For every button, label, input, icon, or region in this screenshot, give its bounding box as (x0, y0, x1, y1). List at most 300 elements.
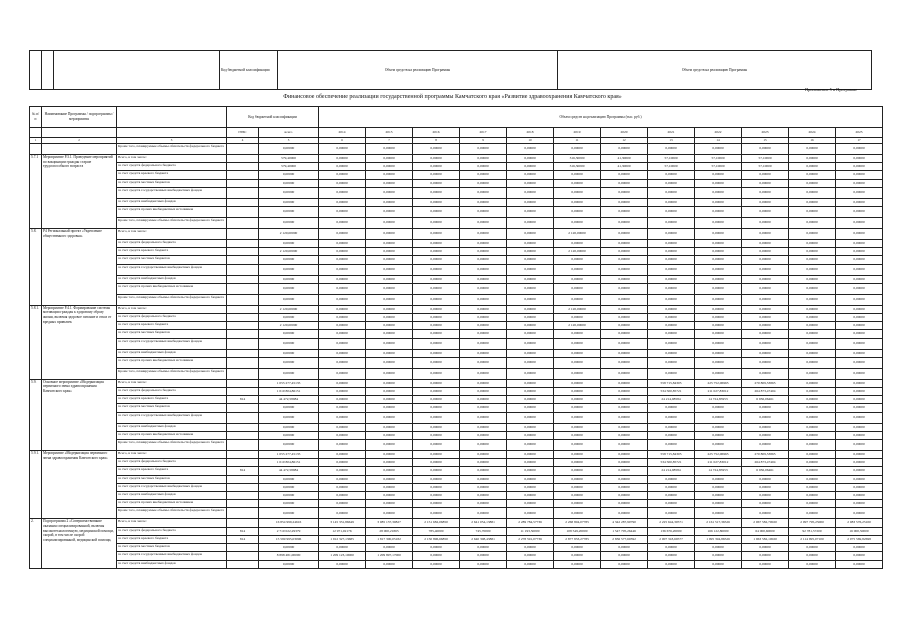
total-value: 0,00000 (259, 144, 319, 155)
year-value: 0,00000 (366, 368, 413, 379)
grbs-code (227, 423, 259, 431)
year-value: 0,00000 (554, 368, 601, 379)
table-row (30, 535, 883, 543)
grbs-code (227, 314, 259, 322)
year-value: 316,30000 (554, 163, 601, 171)
year-value: 2 150 896,66850 (413, 535, 460, 543)
total-value: 0,00000 (259, 500, 319, 508)
year-value: 0,00000 (460, 560, 507, 568)
year-value: 0,00000 (413, 187, 460, 198)
year-value: 0,00000 (554, 388, 601, 396)
year-value: 57,10000 (742, 163, 789, 171)
year-value: 0,00000 (413, 404, 460, 412)
item-name: Мероприятие Р.3.1. Проведение мероприятий по вакцинации граждан старше трудоспособного возраста (42, 155, 117, 229)
year-value: 0,00000 (789, 388, 836, 396)
year-value: 0,00000 (413, 500, 460, 508)
year-value: 211 027,83012 (695, 459, 742, 467)
column-index: 14 (695, 138, 742, 144)
year-value: 0,00000 (413, 508, 460, 519)
grbs-code (227, 264, 259, 275)
funding-source-label: Кроме того, планируемые объемы обязательств федерального бюджета (117, 144, 227, 155)
funding-source-label: Всего, в том числе: (117, 229, 227, 240)
year-value: 0,00000 (695, 431, 742, 439)
year-value: 0,00000 (460, 451, 507, 459)
year-value: 0,00000 (836, 248, 883, 256)
year-value: 0,00000 (413, 322, 460, 330)
year-value: 0,00000 (742, 322, 789, 330)
year-value: 0,00000 (554, 440, 601, 451)
year-value: 0,00000 (789, 368, 836, 379)
year-value: 0,00000 (507, 322, 554, 330)
year-value: 225 752,06965 (695, 451, 742, 459)
year-value: 0,00000 (460, 207, 507, 218)
year-value: 0,00000 (836, 305, 883, 313)
year-value: 0,00000 (554, 264, 601, 275)
year-value: 0,00000 (319, 240, 366, 248)
total-value: 0,00000 (259, 431, 319, 439)
year-value: 1 547 705,26446 (601, 527, 648, 535)
year-value: 0,00000 (695, 412, 742, 423)
year-value: 0,00000 (460, 544, 507, 552)
year-value: 0,00000 (742, 144, 789, 155)
year-value: 0,00000 (366, 388, 413, 396)
year-value: 0,00000 (413, 412, 460, 423)
year-value: 0,00000 (413, 349, 460, 357)
year-value: 0,00000 (648, 492, 695, 500)
header-cell (30, 51, 42, 90)
year-value: 0,00000 (460, 218, 507, 229)
year-value: 0,00000 (413, 256, 460, 264)
year-value: 0,00000 (836, 187, 883, 198)
year-value: 0,00000 (742, 357, 789, 368)
year-value: 0,00000 (695, 357, 742, 368)
year-value: 0,00000 (789, 294, 836, 305)
year-value: 14 724,85953 (695, 396, 742, 404)
table-subheader-row (30, 128, 883, 138)
year-value: 0,00000 (789, 229, 836, 240)
year-value: 0,00000 (601, 368, 648, 379)
table-row (30, 527, 883, 535)
year-value: 0,00000 (319, 500, 366, 508)
col-header-year: 2018 (507, 128, 554, 138)
year-value: 0,00000 (554, 179, 601, 187)
grbs-code (227, 305, 259, 313)
table-row (30, 207, 883, 218)
year-value: 3 085 137,30827 (366, 519, 413, 527)
year-value: 0,00000 (366, 467, 413, 475)
year-value: 0,00000 (695, 544, 742, 552)
year-value: 0,00000 (413, 396, 460, 404)
year-value: 0,00000 (789, 305, 836, 313)
column-index: 8 (413, 138, 460, 144)
year-value: 0,00000 (554, 467, 601, 475)
year-value: 0,00000 (601, 349, 648, 357)
year-value: 558 715,84305 (648, 451, 695, 459)
funding-source-label: за счет средств внебюджетных фондов (117, 275, 227, 283)
year-value: 0,00000 (601, 240, 648, 248)
year-value: 0,00000 (742, 544, 789, 552)
year-value: 0,00000 (789, 467, 836, 475)
year-value: 0,00000 (460, 198, 507, 206)
year-value: 0,00000 (366, 179, 413, 187)
year-value: 0,00000 (366, 404, 413, 412)
year-value: 0,00000 (319, 379, 366, 387)
year-value: 0,00000 (601, 431, 648, 439)
total-value: 0,00000 (259, 207, 319, 218)
funding-source-label: за счет средств прочих внебюджетных источников (117, 500, 227, 508)
year-value: 0,00000 (742, 264, 789, 275)
item-name: Р4 Региональный проект «Укрепление общественного здоровья» (42, 229, 117, 306)
column-index: 13 (648, 138, 695, 144)
total-value: 0,00000 (259, 412, 319, 423)
year-value: 0,00000 (836, 163, 883, 171)
year-value: 0,00000 (366, 144, 413, 155)
year-value: 0,00000 (507, 155, 554, 163)
year-value: 0,00000 (742, 198, 789, 206)
year-value: 0,00000 (413, 179, 460, 187)
year-value: 0,00000 (789, 508, 836, 519)
year-value: 0,00000 (601, 423, 648, 431)
year-value: 0,00000 (366, 187, 413, 198)
col-header-volume: Объем средств на реализацию Программы (тыс. руб.) (319, 107, 883, 128)
year-value: 0,00000 (366, 314, 413, 322)
year-value: 0,00000 (366, 379, 413, 387)
year-value: 0,00000 (836, 264, 883, 275)
year-value: 0,00000 (648, 275, 695, 283)
year-value: 0,00000 (648, 349, 695, 357)
grbs-code (227, 155, 259, 163)
funding-source-label: за счет средств краевого бюджета (117, 322, 227, 330)
grbs-code (227, 330, 259, 338)
table-row (30, 330, 883, 338)
year-value: 4 342 287,90790 (601, 519, 648, 527)
year-value: 0,00000 (319, 357, 366, 368)
year-value: 0,00000 (460, 349, 507, 357)
year-value: 1 963 582,10020 (742, 535, 789, 543)
year-value: 0,00000 (554, 314, 601, 322)
year-value: 0,00000 (366, 294, 413, 305)
year-value: 0,00000 (742, 423, 789, 431)
year-value: 0,00000 (836, 349, 883, 357)
grbs-code (227, 560, 259, 568)
year-value: 0,00000 (413, 475, 460, 483)
year-value: 0,00000 (460, 459, 507, 467)
year-value: 0,00000 (789, 349, 836, 357)
year-value: 0,00000 (789, 544, 836, 552)
year-value: 0,00000 (366, 483, 413, 491)
year-value: 0,00000 (789, 283, 836, 294)
table-row (30, 171, 883, 179)
table-row (30, 294, 883, 305)
funding-source-label: за счет средств государственных внебюджетных фондов (117, 552, 227, 560)
table-row (30, 440, 883, 451)
grbs-code (227, 240, 259, 248)
year-value: 0,00000 (742, 483, 789, 491)
year-value: 0,00000 (366, 171, 413, 179)
funding-source-label: за счет средств государственных внебюджетных фондов (117, 264, 227, 275)
grbs-code (227, 163, 259, 171)
year-value: 24 214,98584 (648, 467, 695, 475)
year-value: 0,00000 (789, 338, 836, 349)
table-row (30, 431, 883, 439)
year-value: 0,00000 (460, 500, 507, 508)
col-header-num: № п/п (30, 107, 42, 128)
year-value: 0,00000 (554, 475, 601, 483)
table-row (30, 560, 883, 568)
year-value: 166 122,80000 (695, 527, 742, 535)
year-value: 0,00000 (695, 144, 742, 155)
year-value: 0,00000 (507, 264, 554, 275)
year-value: 0,00000 (319, 544, 366, 552)
year-value: 0,00000 (507, 305, 554, 313)
table-row (30, 283, 883, 294)
total-value: 0,00000 (259, 314, 319, 322)
year-value: 0,00000 (601, 198, 648, 206)
table-row (30, 256, 883, 264)
year-value: 0,00000 (554, 338, 601, 349)
year-value: 2 268 804,07785 (554, 519, 601, 527)
year-value: 0,00000 (789, 475, 836, 483)
year-value: 0,00000 (319, 475, 366, 483)
year-value: 0,00000 (836, 451, 883, 459)
total-value: 2 120,00000 (259, 305, 319, 313)
year-value: 0,00000 (836, 431, 883, 439)
year-value: 0,00000 (742, 500, 789, 508)
col-header-year: 2024 (789, 128, 836, 138)
year-value: 0,00000 (554, 483, 601, 491)
year-value: 0,00000 (789, 560, 836, 568)
year-value: 0,00000 (648, 440, 695, 451)
total-value: 0,00000 (259, 275, 319, 283)
total-value: 0,00000 (259, 171, 319, 179)
year-value: 0,00000 (648, 207, 695, 218)
year-value: 0,00000 (554, 431, 601, 439)
table-row (30, 198, 883, 206)
year-value: 0,00000 (319, 283, 366, 294)
year-value: 0,00000 (601, 314, 648, 322)
year-value: 0,00000 (648, 508, 695, 519)
total-value: 0,00000 (259, 492, 319, 500)
year-value: 0,00000 (507, 218, 554, 229)
year-value: 316,30000 (554, 155, 601, 163)
total-value: 1 010 804,86151 (259, 388, 319, 396)
year-value: 0,00000 (319, 451, 366, 459)
page-title: Финансовое обеспечение реализации государственной программы Камчатского края «Развитие здравоохранения Камчатского края» (283, 94, 622, 100)
year-value: 0,00000 (695, 492, 742, 500)
year-value: 0,00000 (413, 240, 460, 248)
header-table (29, 50, 872, 90)
year-value: 0,00000 (789, 218, 836, 229)
year-value: 0,00000 (601, 396, 648, 404)
year-value: 0,00000 (601, 500, 648, 508)
year-value: 0,00000 (413, 440, 460, 451)
year-value: 0,00000 (366, 256, 413, 264)
year-value: 0,00000 (836, 256, 883, 264)
year-value: 0,00000 (366, 283, 413, 294)
total-value: 0,00000 (259, 256, 319, 264)
year-value: 0,00000 (648, 240, 695, 248)
year-value: 0,00000 (648, 294, 695, 305)
total-value: 0,00000 (259, 240, 319, 248)
year-value: 0,00000 (319, 218, 366, 229)
year-value: 0,00000 (601, 338, 648, 349)
year-value: 0,00000 (695, 179, 742, 187)
table-row (30, 322, 883, 330)
year-value: 0,00000 (413, 459, 460, 467)
year-value: 11 193,50000 (507, 527, 554, 535)
year-value: 0,00000 (413, 229, 460, 240)
year-value: 0,00000 (366, 305, 413, 313)
column-index: 5 (259, 138, 319, 144)
year-value: 0,00000 (366, 322, 413, 330)
year-value: 0,00000 (413, 431, 460, 439)
grbs-code (227, 294, 259, 305)
grbs-code (227, 388, 259, 396)
table-row (30, 314, 883, 322)
year-value: 0,00000 (789, 404, 836, 412)
item-name: Мероприятие Р.4.1. Формирование системы мотивации граждан к здоровому образу жизни, включая здоровое питание и отказ от вредных привычек (42, 305, 117, 379)
year-value: 0,00000 (742, 552, 789, 560)
total-value: 2 120,00000 (259, 248, 319, 256)
grbs-code (227, 171, 259, 179)
year-value: 0,00000 (648, 248, 695, 256)
year-value: 0,00000 (319, 483, 366, 491)
year-value: 0,00000 (460, 275, 507, 283)
year-value: 0,00000 (601, 171, 648, 179)
year-value: 0,00000 (836, 198, 883, 206)
year-value: 0,00000 (319, 508, 366, 519)
item-number: 5.8.1. (30, 305, 42, 379)
year-value: 0,00000 (695, 368, 742, 379)
year-value: 0,00000 (319, 264, 366, 275)
year-value: 0,00000 (601, 388, 648, 396)
year-value: 0,00000 (319, 207, 366, 218)
funding-source-label: за счет средств федерального бюджета (117, 163, 227, 171)
year-value: 0,00000 (460, 423, 507, 431)
year-value: 0,00000 (742, 475, 789, 483)
total-value: 0,00000 (259, 198, 319, 206)
year-value: 0,00000 (695, 248, 742, 256)
year-value: 0,00000 (460, 467, 507, 475)
header-cell (54, 51, 220, 90)
year-value: 745,70000 (460, 527, 507, 535)
year-value: 0,00000 (695, 198, 742, 206)
year-value: 0,00000 (366, 459, 413, 467)
year-value: 0,00000 (789, 431, 836, 439)
year-value: 0,00000 (789, 171, 836, 179)
year-value: 0,00000 (319, 305, 366, 313)
grbs-code (227, 404, 259, 412)
year-value: 0,00000 (789, 198, 836, 206)
year-value: 0,00000 (460, 379, 507, 387)
year-value: 0,00000 (742, 229, 789, 240)
item-number: 5.9. (30, 379, 42, 450)
table-row (30, 275, 883, 283)
funding-source-label: за счет средств государственных внебюджетных фондов (117, 412, 227, 423)
year-value: 0,00000 (319, 349, 366, 357)
year-value: 0,00000 (460, 368, 507, 379)
grbs-code (227, 368, 259, 379)
year-value: 57,10000 (648, 163, 695, 171)
finance-table (29, 106, 883, 569)
year-value: 0,00000 (836, 440, 883, 451)
year-value: 0,00000 (366, 475, 413, 483)
header-cell (42, 51, 54, 90)
year-value: 0,00000 (319, 163, 366, 171)
grbs-code (227, 198, 259, 206)
year-value: 0,00000 (554, 423, 601, 431)
column-index: 11 (554, 138, 601, 144)
year-value: 0,00000 (507, 404, 554, 412)
funding-source-label: Всего, в том числе: (117, 451, 227, 459)
year-value: 0,00000 (319, 440, 366, 451)
year-value: 0,00000 (413, 330, 460, 338)
table-row (30, 412, 883, 423)
year-value: 534 500,85721 (648, 459, 695, 467)
year-value: 0,00000 (789, 423, 836, 431)
year-value: 0,00000 (319, 294, 366, 305)
year-value: 0,00000 (695, 305, 742, 313)
year-value: 0,00000 (836, 338, 883, 349)
grbs-code (227, 544, 259, 552)
year-value: 41,30000 (601, 155, 648, 163)
year-value: 0,00000 (554, 275, 601, 283)
year-value: 0,00000 (789, 330, 836, 338)
year-value: 0,00000 (413, 198, 460, 206)
year-value: 0,00000 (319, 179, 366, 187)
year-value: 0,00000 (836, 330, 883, 338)
year-value: 0,00000 (366, 240, 413, 248)
year-value: 0,00000 (695, 264, 742, 275)
year-value: 0,00000 (413, 451, 460, 459)
year-value: 0,00000 (742, 187, 789, 198)
year-value: 0,00000 (836, 483, 883, 491)
year-value: 0,00000 (836, 155, 883, 163)
year-value: 0,00000 (601, 560, 648, 568)
year-value: 0,00000 (789, 451, 836, 459)
year-value: 0,00000 (460, 483, 507, 491)
year-value: 534 500,85721 (648, 388, 695, 396)
funding-source-label: за счет средств местных бюджетов (117, 404, 227, 412)
col-header-year: 2020 (601, 128, 648, 138)
year-value: 270 809,53865 (742, 379, 789, 387)
grbs-code (227, 248, 259, 256)
year-value: 0,00000 (319, 404, 366, 412)
year-value: 0,00000 (460, 240, 507, 248)
column-index: 9 (460, 138, 507, 144)
year-value: 0,00000 (413, 207, 460, 218)
grbs-code (227, 440, 259, 451)
year-value: 0,00000 (695, 294, 742, 305)
year-value: 12 971,02176 (319, 527, 366, 535)
year-value: 0,00000 (319, 155, 366, 163)
year-value: 0,00000 (742, 283, 789, 294)
year-value: 0,00000 (507, 544, 554, 552)
year-value: 1 209 897,17000 (366, 552, 413, 560)
year-value: 0,00000 (789, 357, 836, 368)
year-value: 0,00000 (601, 483, 648, 491)
grbs-code (227, 187, 259, 198)
year-value: 0,00000 (789, 552, 836, 560)
year-value: 0,00000 (601, 475, 648, 483)
total-value: 0,00000 (259, 423, 319, 431)
table-row (30, 492, 883, 500)
year-value: 2 225 644,30571 (648, 519, 695, 527)
year-value: 0,00000 (836, 229, 883, 240)
year-value: 0,00000 (742, 314, 789, 322)
year-value: 57,10000 (695, 163, 742, 171)
year-value: 0,00000 (742, 218, 789, 229)
